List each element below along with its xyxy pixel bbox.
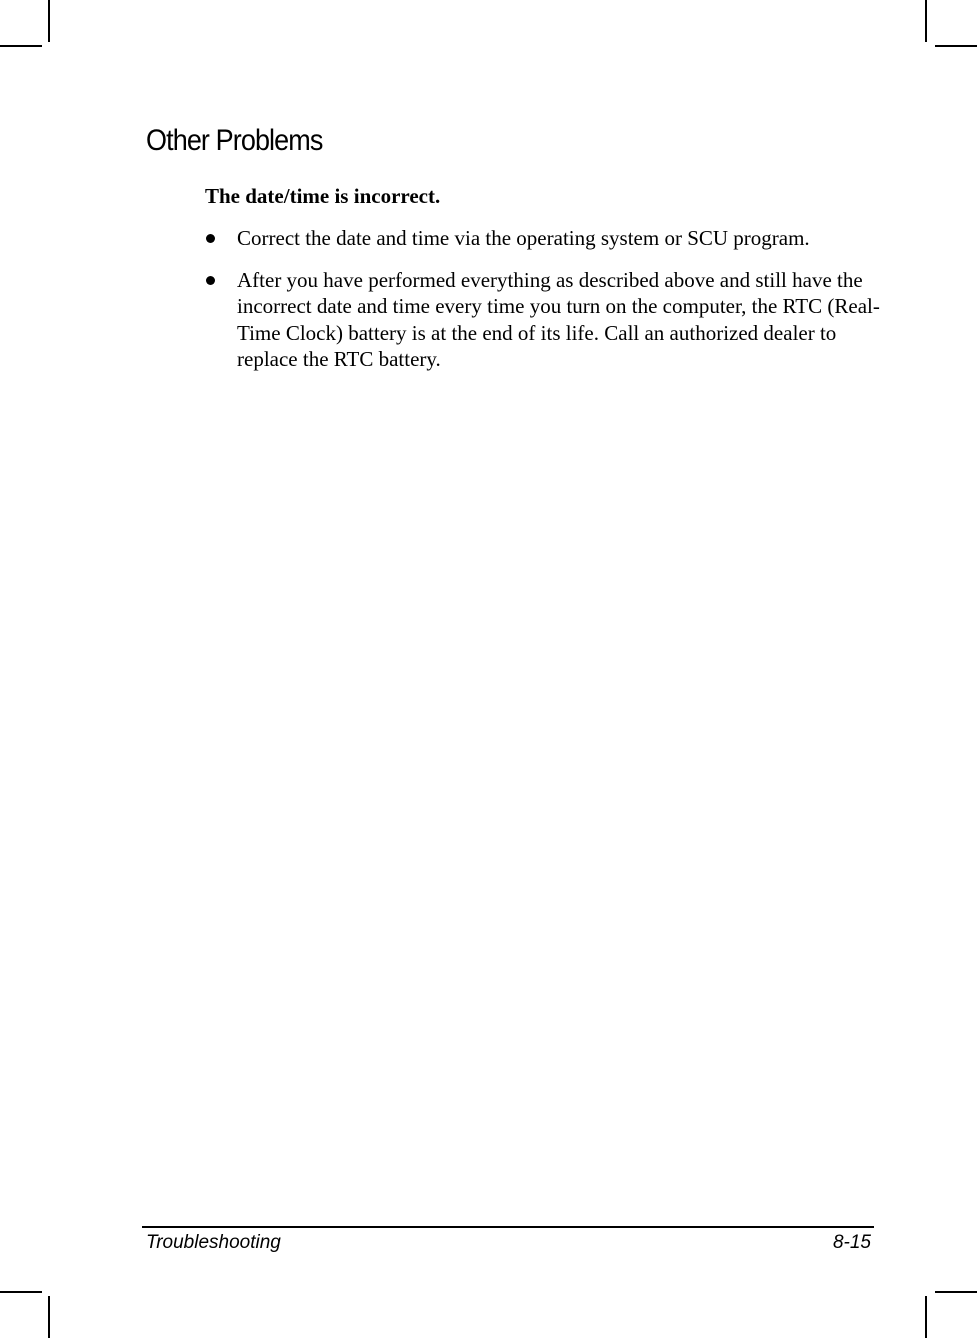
footer-page-number: 8-15 xyxy=(832,1232,871,1253)
bullet-icon xyxy=(206,234,215,243)
solution-text: Correct the date and time via the operating system or SCU program. xyxy=(237,226,810,250)
footer-chapter: Troubleshooting xyxy=(146,1232,281,1253)
crop-mark-top-right-horizontal xyxy=(935,45,977,47)
crop-mark-bottom-left-horizontal xyxy=(0,1291,42,1293)
list-item xyxy=(205,267,885,373)
crop-mark-top-right-vertical xyxy=(925,0,927,42)
problem-heading: The date/time is incorrect. xyxy=(205,184,441,208)
bullet-icon xyxy=(206,276,215,285)
crop-mark-bottom-right-horizontal xyxy=(935,1291,977,1293)
solution-list xyxy=(205,225,885,388)
list-item xyxy=(205,225,885,252)
crop-mark-bottom-left-vertical xyxy=(48,1296,50,1338)
solution-text: After you have performed everything as described above and still have the incorrect date and time every time you turn on the computer, the RTC (Real-Time Clock) battery is at the end of its life. Call an authorized dealer to replace the RTC battery. xyxy=(237,267,880,371)
crop-mark-top-left-vertical xyxy=(48,0,50,42)
crop-mark-bottom-right-vertical xyxy=(925,1296,927,1338)
crop-mark-top-left-horizontal xyxy=(0,45,42,47)
section-title: Other Problems xyxy=(146,124,323,157)
footer-divider xyxy=(142,1226,874,1228)
